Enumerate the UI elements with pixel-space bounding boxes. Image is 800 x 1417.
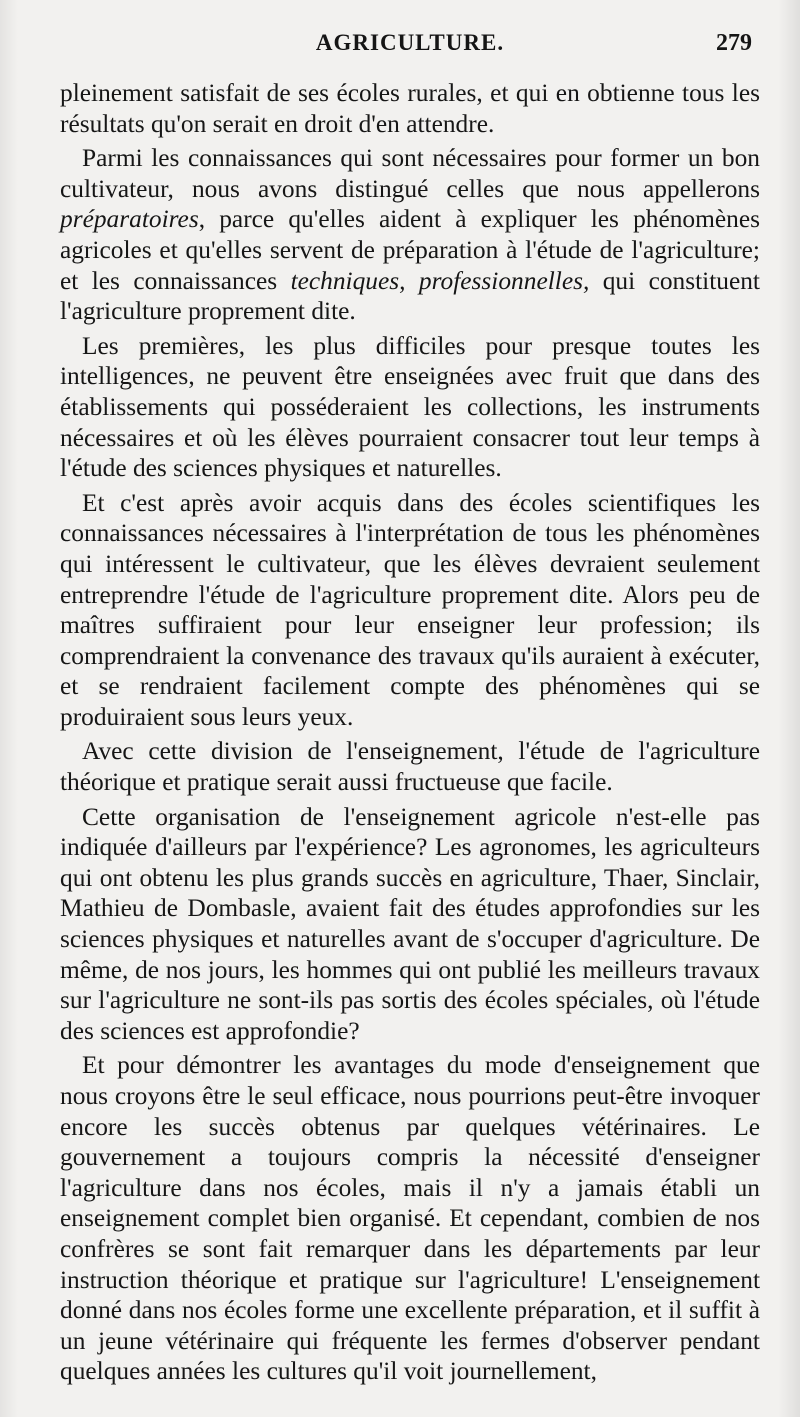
paragraph-2 — [60, 143, 760, 327]
page-header — [60, 30, 760, 70]
paragraph-2-text-e: qui constituent l'agriculture proprement dite. — [60, 266, 760, 326]
paragraph-2-text-c: , parce qu'elles aident à expliquer les phénomènes agricoles et qu'elles servent de préparation à l'étude de l'agriculture; et les connaissances — [60, 205, 760, 295]
paragraph-1 — [60, 78, 760, 139]
paragraph-1-text: pleinement satisfait de ses écoles rurales, et qui en obtienne tous les résultats qu'on serait en droit d'en attendre. — [60, 79, 760, 138]
paragraph-2-italic-terms: techniques, professionnelles, — [290, 266, 590, 295]
paragraph-3-text: Les premières, les plus difficiles pour presque toutes les intelligences, ne peuvent être enseignées avec fruit que dans des établissements qui posséderaient les collections, les instruments nécessaires et où les élèves pourraient consacrer tout leur temps à l'étude des sciences physiques et naturelles. — [60, 331, 760, 483]
paragraph-3 — [60, 331, 760, 484]
paragraph-2-italic-term: préparatoires — [60, 205, 199, 234]
paragraph-6 — [60, 802, 760, 1047]
paragraph-2-text-a: Parmi les connaissances qui sont nécessaires pour former un bon cultivateur, nous avons distingué celles que nous appellerons — [60, 144, 760, 203]
paragraph-5-text: Avec cette division de l'enseignement, l'étude de l'agriculture théorique et pratique serait aussi fructueuse que facile. — [60, 737, 760, 797]
page-number: 279 — [716, 30, 752, 56]
paragraph-7-text: Et pour démontrer les avantages du mode d'enseignement que nous croyons être le seul efficace, nous pourrions peut-être invoquer encore les succès obtenus par quelques vétérinaires. Le gouvernement a toujours compris la nécessité d'enseigner l'agriculture dans nos écoles, mais il n'y a jamais établi un enseignement complet bien organisé. Et cependant, combien de nos confrères se sont fait remarquer dans les départements par leur instruction théorique et pratique sur l'agriculture! L'enseignement donné dans nos écoles forme une excellente préparation, et il suffit à un jeune vétérinaire qui fréquente les fermes d'observer pendant quelques années les cultures qu'il voit journellement, — [60, 1051, 760, 1386]
paragraph-7 — [60, 1050, 760, 1387]
paragraph-5 — [60, 736, 760, 797]
paragraph-4-text: Et c'est après avoir acquis dans des écoles scientifiques les connaissances nécessaires à l'interprétation de tous les phénomènes qui intéressent le cultivateur, que les élèves devraient seulement entreprendre l'étude de l'agriculture proprement dite. Alors peu de maîtres suffiraient pour leur enseigner leur profession; ils comprendraient la convenance des travaux qu'ils auraient à exécuter, et se rendraient facilement compte des phénomènes qui se produiraient sous leurs yeux. — [60, 488, 760, 731]
paragraph-6-text: Cette organisation de l'enseignement agricole n'est-elle pas indiquée d'ailleurs par l'expérience? Les agronomes, les agriculteurs qui ont obtenu les plus grands succès en agriculture, Thaer, Sinclair, Mathieu de Dombasle, avaient fait des études approfondies sur les sciences physiques et naturelles avant de s'occuper d'agriculture. De même, de nos jours, les hommes qui ont publié les meilleurs travaux sur l'agriculture ne sont-ils pas sortis des écoles spéciales, où l'étude des sciences est approfondie? — [60, 802, 760, 1045]
paragraph-4 — [60, 488, 760, 733]
body-text — [60, 78, 760, 1391]
running-title: AGRICULTURE. — [315, 30, 505, 55]
